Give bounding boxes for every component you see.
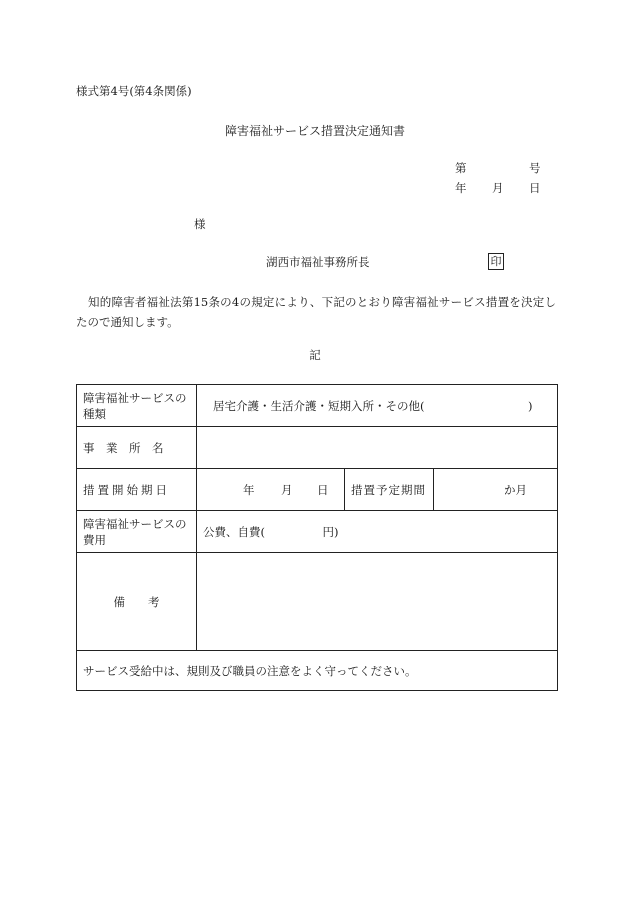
- start-date-label: 措置開始期日: [77, 469, 197, 511]
- period-label: 措置予定期間: [345, 469, 434, 511]
- form-number: 様式第4号(第4条関係): [76, 84, 192, 98]
- addressee-honorific: 様: [194, 217, 206, 231]
- business-label: 事 業 所 名: [77, 427, 197, 469]
- start-date-value: [197, 469, 345, 511]
- date-year: 年: [455, 181, 467, 195]
- number-prefix: 第: [455, 161, 467, 175]
- issuer-name: 湖西市福祉事務所長: [266, 255, 370, 269]
- row-dates: [77, 469, 558, 511]
- row-cost: [77, 511, 558, 553]
- cost-value: 公費、自費( 円): [197, 511, 558, 553]
- service-type-value: 居宅介護・生活介護・短期入所・その他( ): [197, 385, 558, 427]
- start-date-day: 日: [317, 482, 329, 497]
- document-number-row: [455, 160, 541, 176]
- remarks-label: 備 考: [77, 553, 197, 651]
- remarks-value: [197, 553, 558, 651]
- start-date-year: 年: [243, 482, 255, 497]
- document-date-row: [455, 180, 541, 196]
- date-day: 日: [529, 181, 541, 195]
- ki-heading: 記: [309, 348, 321, 362]
- cost-label: 障害福祉サービスの費用: [77, 511, 197, 553]
- decision-table: [76, 384, 558, 691]
- row-service-type: [77, 385, 558, 427]
- footer-note: サービス受給中は、規則及び職員の注意をよく守ってください。: [77, 651, 558, 691]
- row-business: [77, 427, 558, 469]
- service-type-label: 障害福祉サービスの種類: [77, 385, 197, 427]
- document-title: 障害福祉サービス措置決定通知書: [224, 124, 405, 138]
- number-suffix: 号: [529, 161, 541, 175]
- business-value: [197, 427, 558, 469]
- notice-body: 知的障害者福祉法第15条の4の規定により、下記のとおり障害福祉サービス措置を決定したので通知します。: [76, 295, 556, 329]
- start-date-month: 月: [281, 482, 293, 497]
- date-month: 月: [492, 181, 504, 195]
- row-remarks: [77, 553, 558, 651]
- seal-mark: 印: [488, 253, 504, 270]
- period-unit: か月: [434, 469, 558, 511]
- row-footer-note: [77, 651, 558, 691]
